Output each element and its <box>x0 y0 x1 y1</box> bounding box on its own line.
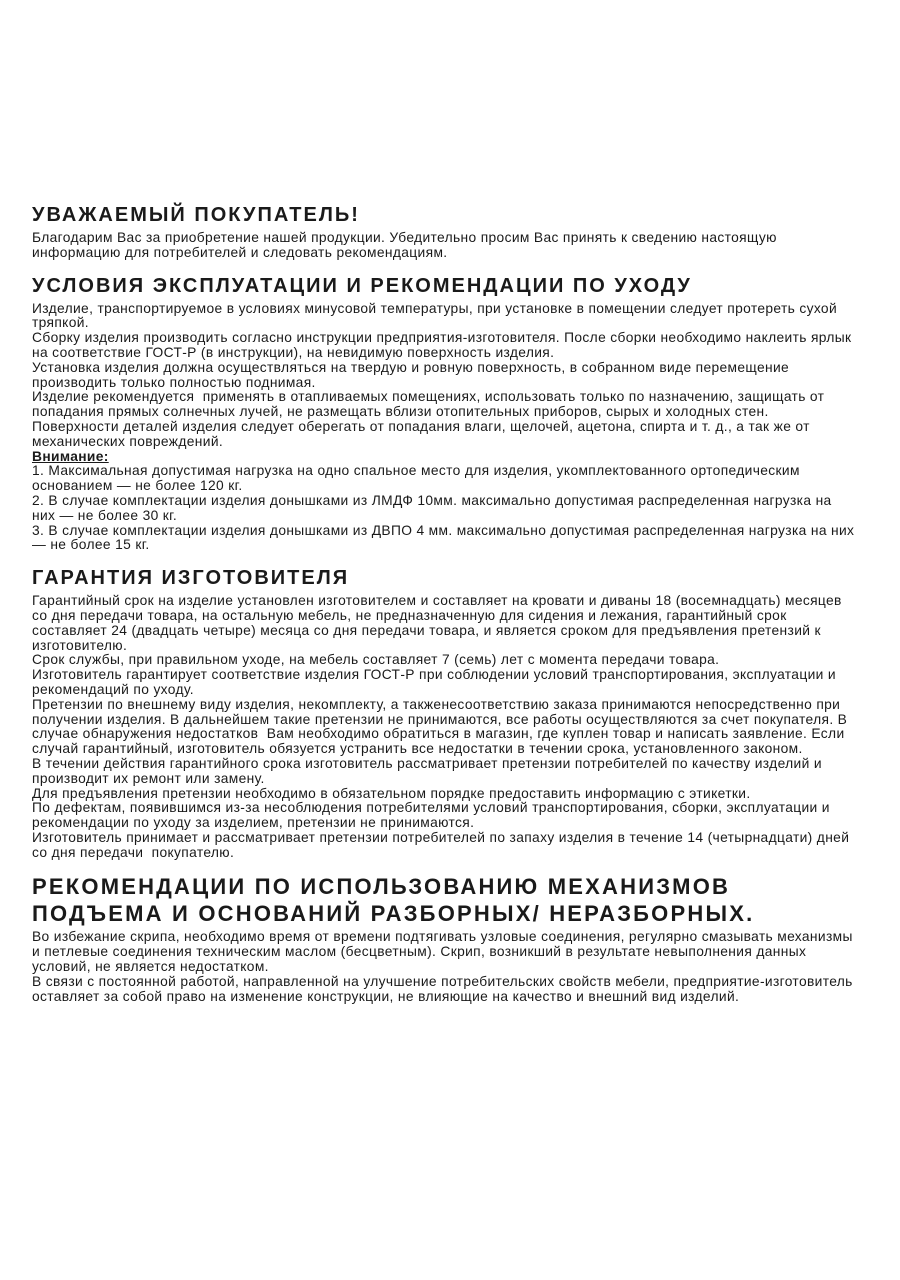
paragraph: По дефектам, появившимся из-за несоблюдения потребителями условий транспортирования, сборки, эксплуатации и рекомендации по уходу за изделием, претензии не принимаются. <box>32 800 835 831</box>
paragraph: Срок службы, при правильном уходе, на мебель составляет 7 (семь) лет с момента передачи товара. <box>32 652 720 668</box>
paragraph: Для предъявления претензии необходимо в обязательном порядке предоставить информацию с этикетки. <box>32 785 751 801</box>
section-greeting <box>32 203 856 261</box>
paragraph: В связи с постоянной работой, направленной на улучшение потребительских свойств мебели, предприятие-изготовитель оставляет за собой право на изменение конструкции, не влияющие на качество и внешний вид изделий. <box>32 973 857 1004</box>
paragraph: Сборку изделия производить согласно инструкции предприятия-изготовителя. После сборки необходимо наклеить ярлык на соответствие ГОСТ-Р (в инструкции), на невидимую поверхность изделия. <box>32 330 856 360</box>
paragraph: Благодарим Вас за приобретение нашей продукции. Убедительно просим Вас принять к сведению настоящую информацию для потребителей и следовать рекомендациям. <box>32 230 781 260</box>
paragraph: Поверхности деталей изделия следует оберегать от попадания влаги, щелочей, ацетона, спирта и т. д., а так же от механических повреждений. <box>32 418 814 449</box>
paragraph: Изготовитель принимает и рассматривает претензии потребителей по запаху изделия в течение 14 (четырнадцати) дней со дня передачи покупателю. <box>32 829 854 860</box>
section-mechanisms <box>32 873 856 1004</box>
notice-item: 1. Максимальная допустимая нагрузка на одно спальное место для изделия, укомплектованного ортопедическим основанием — не более 120 кг. <box>32 463 804 494</box>
notice-item: 2. В случае комплектации изделия донышками из ЛМДФ 10мм. максимально допустимая распределенная нагрузка на них — не более 30 кг. <box>32 492 836 523</box>
document-body <box>32 203 859 1004</box>
section-heading-care-conditions: УСЛОВИЯ ЭКСПЛУАТАЦИИ И РЕКОМЕНДАЦИИ ПО УХОДУ <box>32 274 692 297</box>
paragraph: Во избежание скрипа, необходимо время от времени подтягивать узловые соединения, регулярно смазывать механизмы и петлевые соединения техническим маслом (бесцветным). Скрип, возникший в результате невыполнения данных условий, не является недостатком. <box>32 929 857 975</box>
section-heading-warranty: ГАРАНТИЯ ИЗГОТОВИТЕЛЯ <box>32 567 350 590</box>
paragraph: Изделие, транспортируемое в условиях минусовой температуры, при установке в помещении следует протереть сухой тряпкой. <box>32 300 842 331</box>
paragraph: Установка изделия должна осуществляться на твердую и ровную поверхность, в собранном виде перемещение производить только полностью поднимая. <box>32 359 794 390</box>
notice-item: 3. В случае комплектации изделия донышками из ДВПО 4 мм. максимально допустимая распределенная нагрузка на них — не более 15 кг. <box>32 522 859 553</box>
paragraph: Изготовитель гарантирует соответствие изделия ГОСТ-Р при соблюдении условий транспортирования, эксплуатации и рекомендаций по уходу. <box>32 667 841 697</box>
section-warranty <box>32 566 856 860</box>
paragraph: Претензии по внешнему виду изделия, некомплекту, а такженесоответствию заказа принимаются непосредственно при получении изделия. В дальнейшем такие претензии не принимаются, все работы осуществляются за счет покупателя. В случае обнаружения недостатков Вам необходимо обратиться в магазин, где куплен товар и написать заявление. Если случай гарантийный, изготовитель обязуется устранить все недостатки в течении срока, установленного законом. <box>32 696 852 757</box>
section-heading-greeting: УВАЖАЕМЫЙ ПОКУПАТЕЛЬ! <box>32 204 360 226</box>
section-heading-mechanisms: РЕКОМЕНДАЦИИ ПО ИСПОЛЬЗОВАНИЮ МЕХАНИЗМОВ ПОДЪЕМА И ОСНОВАНИЙ РАЗБОРНЫХ/ НЕРАЗБОРНЫХ. <box>32 874 755 927</box>
paragraph: В течении действия гарантийного срока изготовитель рассматривает претензии потребителей по качеству изделий и производит их ремонт или замену. <box>32 755 827 786</box>
paragraph: Гарантийный срок на изделие установлен изготовителем и составляет на кровати и диваны 18 (восемнадцать) месяцев со дня передачи товара, на остальную мебель, не предназначенную для сидения и лежания, гарантийный срок составляет 24 (двадцать четыре) месяца со дня передачи товара, и является сроком для предъявления претензий к изготовителю. <box>32 593 846 653</box>
section-care-conditions <box>32 274 859 554</box>
paragraph: Изделие рекомендуется применять в отапливаемых помещениях, использовать только по назначению, защищать от попадания прямых солнечных лучей, не размещать вблизи отопительных приборов, сырых и холодных стен. <box>32 389 829 420</box>
notice-label: Внимание: <box>32 448 109 464</box>
